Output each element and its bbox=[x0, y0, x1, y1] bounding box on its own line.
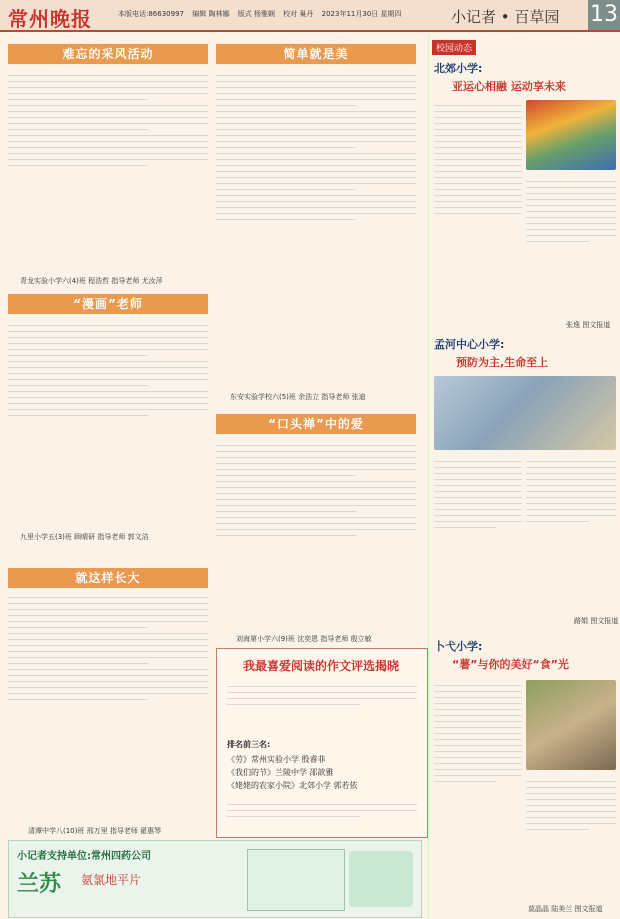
news-3-credit: 莫晶晶 陆美兰 图文报道 bbox=[528, 905, 603, 913]
news-1-body-right bbox=[526, 176, 616, 316]
news-2-headline: 预防为主,生命至上 bbox=[456, 356, 549, 369]
page-designer: 版式 杨雅娴 bbox=[237, 10, 275, 18]
news-2-place: 孟河中心小学: bbox=[434, 338, 505, 351]
article-body-2 bbox=[8, 320, 208, 520]
section-title: 小记者 • 百草园 bbox=[451, 8, 560, 26]
article-body-5 bbox=[216, 440, 416, 628]
vote-item: 《姥姥的农家小院》北郊小学 郭若依 bbox=[227, 781, 358, 790]
vote-title: 我最喜爱阅读的作文评选揭晓 bbox=[242, 659, 399, 673]
news-1-photo bbox=[526, 100, 616, 170]
news-1-body bbox=[434, 100, 522, 340]
ad-product: 氨氯地平片 bbox=[81, 873, 142, 887]
byline-4: 东安实验学校六(5)班 余浩立 指导老师 张迪 bbox=[230, 393, 366, 401]
article-body-3 bbox=[8, 592, 208, 822]
page-editor: 编辑 陶林娜 bbox=[192, 10, 230, 18]
news-2-body bbox=[434, 456, 522, 614]
news-3-place: 卜弋小学: bbox=[434, 640, 483, 653]
news-3-body bbox=[434, 680, 522, 902]
product-box-image bbox=[247, 849, 345, 911]
vote-list-heading: 排名前三名: bbox=[227, 740, 271, 749]
vote-item: 《我们的节》兰陵中学 邵歆雅 bbox=[227, 768, 334, 777]
news-3-headline: “薯”与你的美好“食”光 bbox=[452, 658, 569, 671]
article-body-1 bbox=[8, 70, 208, 270]
page-meta bbox=[118, 9, 408, 19]
byline-3: 清潭中学八(10)班 邢万里 指导老师 翟惠琴 bbox=[28, 827, 162, 835]
news-1-place: 北郊小学: bbox=[434, 62, 483, 75]
article-body-4 bbox=[216, 70, 416, 390]
news-2-credit: 路娟 图文报道 bbox=[574, 617, 619, 625]
column-tag: 校园动态 bbox=[432, 40, 476, 55]
ad-brand: 兰苏 bbox=[17, 872, 62, 897]
ad-title: 小记者支持单位:常州四药公司 bbox=[17, 851, 151, 862]
newspaper-logo: 常州晚报 bbox=[8, 7, 92, 31]
vote-intro bbox=[227, 681, 417, 710]
article-title-5: “口头禅”中的爱 bbox=[216, 414, 416, 434]
byline-1: 青龙实验小学六(4)班 程浩哲 指导老师 尤汝萍 bbox=[20, 277, 163, 285]
news-3-photo bbox=[526, 680, 616, 770]
vote-list bbox=[227, 753, 358, 792]
product-pack-image bbox=[349, 851, 413, 907]
vote-item: 《劳》常州实验小学 殷睿菲 bbox=[227, 755, 326, 764]
article-title-4: 简单就是美 bbox=[216, 44, 416, 64]
vote-outro bbox=[227, 799, 417, 822]
sponsor-ad bbox=[8, 840, 422, 918]
news-2-body-right bbox=[526, 456, 616, 614]
page-proof: 校对 巢丹 bbox=[283, 10, 314, 18]
article-title-1: 难忘的采风活动 bbox=[8, 44, 208, 64]
news-1-headline: 亚运心相融 运动享未来 bbox=[452, 80, 566, 93]
byline-5: 刘海第小学六(9)班 沈奕恩 指导老师 殷立敏 bbox=[236, 635, 372, 643]
page-phone: 本版电话:86630997 bbox=[118, 10, 184, 18]
article-title-3: 就这样长大 bbox=[8, 568, 208, 588]
news-2-photo bbox=[434, 376, 616, 450]
news-3-body-right bbox=[526, 776, 616, 900]
byline-2: 九里小学五(3)班 顾晴研 指导老师 郭文洁 bbox=[20, 533, 149, 541]
masthead bbox=[0, 0, 620, 32]
vote-results-box bbox=[216, 648, 428, 838]
news-1-credit: 张逸 图文报道 bbox=[566, 321, 611, 329]
page-number: 13 bbox=[588, 0, 620, 30]
page-date: 2023年11月30日 星期四 bbox=[321, 10, 402, 18]
article-title-2: “漫画”老师 bbox=[8, 294, 208, 314]
